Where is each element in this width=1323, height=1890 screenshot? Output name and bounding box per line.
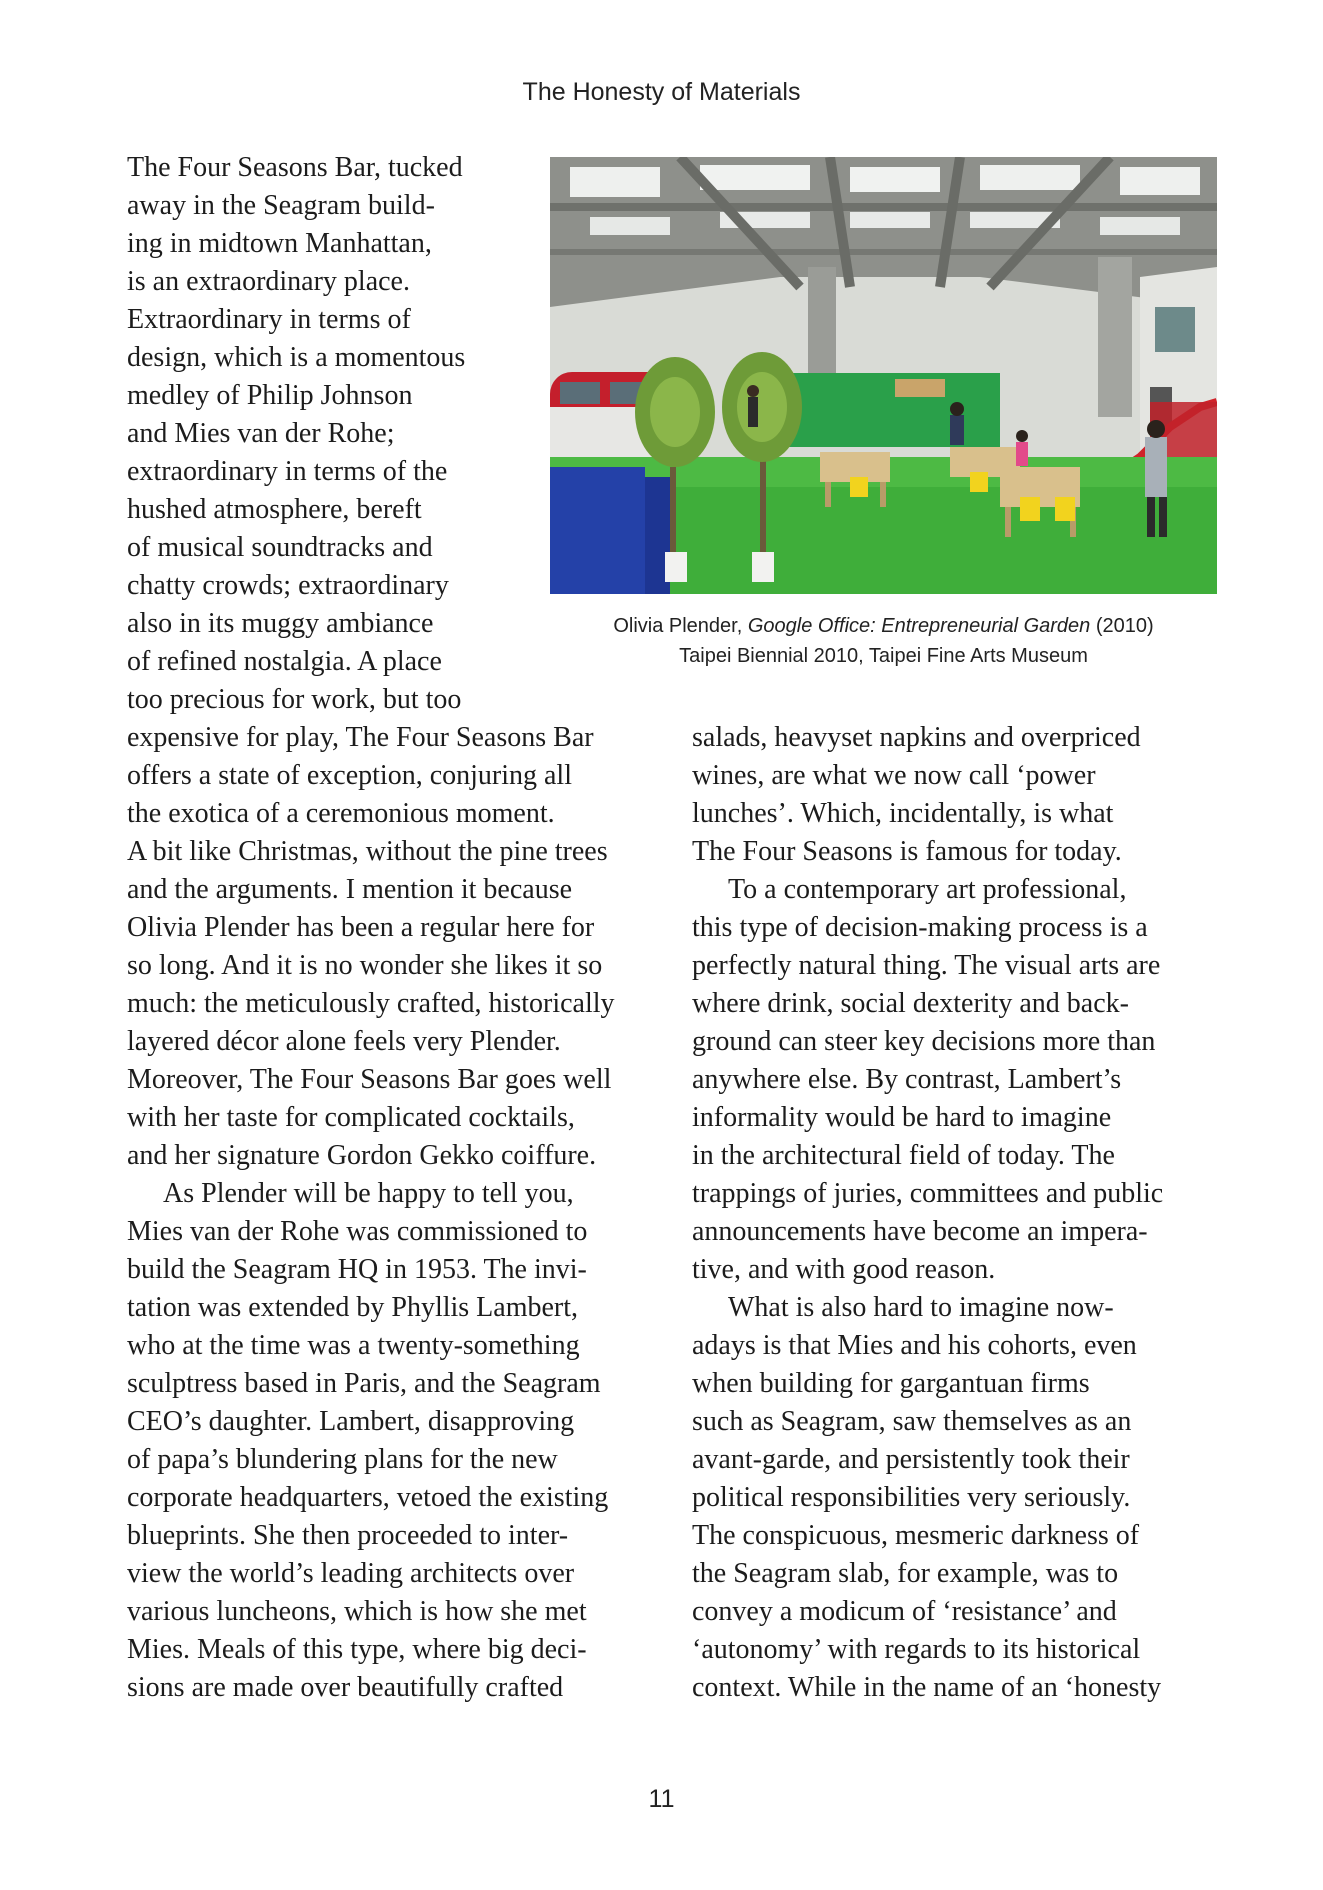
text-line: announcements have become an impera- xyxy=(692,1216,1148,1247)
text-line: Moreover, The Four Seasons Bar goes well xyxy=(127,1064,612,1095)
text-line: of musical soundtracks and xyxy=(127,532,433,563)
text-line: ground can steer key decisions more than xyxy=(692,1026,1156,1057)
text-line: The conspicuous, mesmeric darkness of xyxy=(692,1520,1140,1551)
artwork-photo xyxy=(550,157,1217,594)
text-line: also in its muggy ambiance xyxy=(127,608,434,639)
text-line: A bit like Christmas, without the pine trees xyxy=(127,836,608,867)
text-line: the exotica of a ceremonious moment. xyxy=(127,798,555,829)
page-number: 11 xyxy=(648,1785,675,1813)
text-line: To a contemporary art professional, xyxy=(728,874,1127,905)
text-line: wines, are what we now call ‘power xyxy=(692,760,1096,791)
text-line: CEO’s daughter. Lambert, disapproving xyxy=(127,1406,575,1437)
caption-line-1 xyxy=(550,611,1217,641)
text-line: Mies. Meals of this type, where big deci- xyxy=(127,1634,587,1665)
text-line: lunches’. Which, incidentally, is what xyxy=(692,798,1114,829)
text-line: where drink, social dexterity and back- xyxy=(692,988,1129,1019)
text-line: ing in midtown Manhattan, xyxy=(127,228,432,259)
text-line: with her taste for complicated cocktails, xyxy=(127,1102,575,1133)
text-line: The Four Seasons Bar, tucked xyxy=(127,152,463,183)
right-column xyxy=(692,719,1232,1707)
text-line: context. While in the name of an ‘honesty xyxy=(692,1672,1162,1703)
running-head: The Honesty of Materials xyxy=(522,78,801,106)
text-line: anywhere else. By contrast, Lambert’s xyxy=(692,1064,1122,1095)
text-line: build the Seagram HQ in 1953. The invi- xyxy=(127,1254,587,1285)
text-line: informality would be hard to imagine xyxy=(692,1102,1112,1133)
text-line: when building for gargantuan firms xyxy=(692,1368,1090,1399)
text-line: political responsibilities very seriously. xyxy=(692,1482,1131,1513)
intro-column xyxy=(127,149,547,719)
text-line: chatty crowds; extraordinary xyxy=(127,570,449,601)
text-line: Extraordinary in terms of xyxy=(127,304,411,335)
caption-work-title: Google Office: Entrepreneurial Garden xyxy=(747,615,1091,637)
text-line: tation was extended by Phyllis Lambert, xyxy=(127,1292,579,1323)
text-line: such as Seagram, saw themselves as an xyxy=(692,1406,1132,1437)
text-line: As Plender will be happy to tell you, xyxy=(163,1178,574,1209)
text-line: The Four Seasons is famous for today. xyxy=(692,836,1122,867)
text-line: Olivia Plender has been a regular here for xyxy=(127,912,595,943)
text-line: ‘autonomy’ with regards to its historical xyxy=(692,1634,1141,1665)
text-line: What is also hard to imagine now- xyxy=(728,1292,1114,1323)
text-line: in the architectural field of today. The xyxy=(692,1140,1115,1171)
text-line: hushed atmosphere, bereft xyxy=(127,494,422,525)
text-line: the Seagram slab, for example, was to xyxy=(692,1558,1119,1589)
caption-year: (2010) xyxy=(1095,615,1154,637)
text-line: too precious for work, but too xyxy=(127,684,462,715)
text-line: so long. And it is no wonder she likes it so xyxy=(127,950,603,981)
text-line: and her signature Gordon Gekko coiffure. xyxy=(127,1140,597,1171)
text-line: layered décor alone feels very Plender. xyxy=(127,1026,561,1057)
text-line: offers a state of exception, conjuring all xyxy=(127,760,572,791)
text-line: salads, heavyset napkins and overpriced xyxy=(692,722,1141,753)
text-line: convey a modicum of ‘resistance’ and xyxy=(692,1596,1117,1627)
text-line: of papa’s blundering plans for the new xyxy=(127,1444,558,1475)
text-line: blueprints. She then proceeded to inter- xyxy=(127,1520,569,1551)
text-line: trappings of juries, committees and public xyxy=(692,1178,1164,1209)
text-line: avant-garde, and persistently took their xyxy=(692,1444,1130,1475)
text-line: design, which is a momentous xyxy=(127,342,466,373)
text-line: various luncheons, which is how she met xyxy=(127,1596,587,1627)
text-line: tive, and with good reason. xyxy=(692,1254,996,1285)
text-line: medley of Philip Johnson xyxy=(127,380,413,411)
text-line: corporate headquarters, vetoed the existing xyxy=(127,1482,609,1513)
text-line: who at the time was a twenty-something xyxy=(127,1330,580,1361)
text-line: and the arguments. I mention it because xyxy=(127,874,573,905)
left-column xyxy=(127,719,667,1707)
text-line: expensive for play, The Four Seasons Bar xyxy=(127,722,594,753)
text-line: view the world’s leading architects over xyxy=(127,1558,575,1589)
text-line: sculptress based in Paris, and the Seagram xyxy=(127,1368,601,1399)
text-line: is an extraordinary place. xyxy=(127,266,410,297)
text-line: Mies van der Rohe was commissioned to xyxy=(127,1216,588,1247)
text-line: this type of decision-making process is a xyxy=(692,912,1148,943)
text-line: perfectly natural thing. The visual arts are xyxy=(692,950,1161,981)
text-line: away in the Seagram build- xyxy=(127,190,435,221)
text-line: and Mies van der Rohe; xyxy=(127,418,395,449)
text-line: extraordinary in terms of the xyxy=(127,456,448,487)
text-line: much: the meticulously crafted, historically xyxy=(127,988,615,1019)
caption-venue: Taipei Biennial 2010, Taipei Fine Arts Museum xyxy=(679,645,1088,667)
text-line: adays is that Mies and his cohorts, even xyxy=(692,1330,1137,1361)
text-line: of refined nostalgia. A place xyxy=(127,646,442,677)
caption-artist: Olivia Plender, xyxy=(613,615,743,637)
figure-caption xyxy=(550,611,1217,671)
text-line: sions are made over beautifully crafted xyxy=(127,1672,564,1703)
